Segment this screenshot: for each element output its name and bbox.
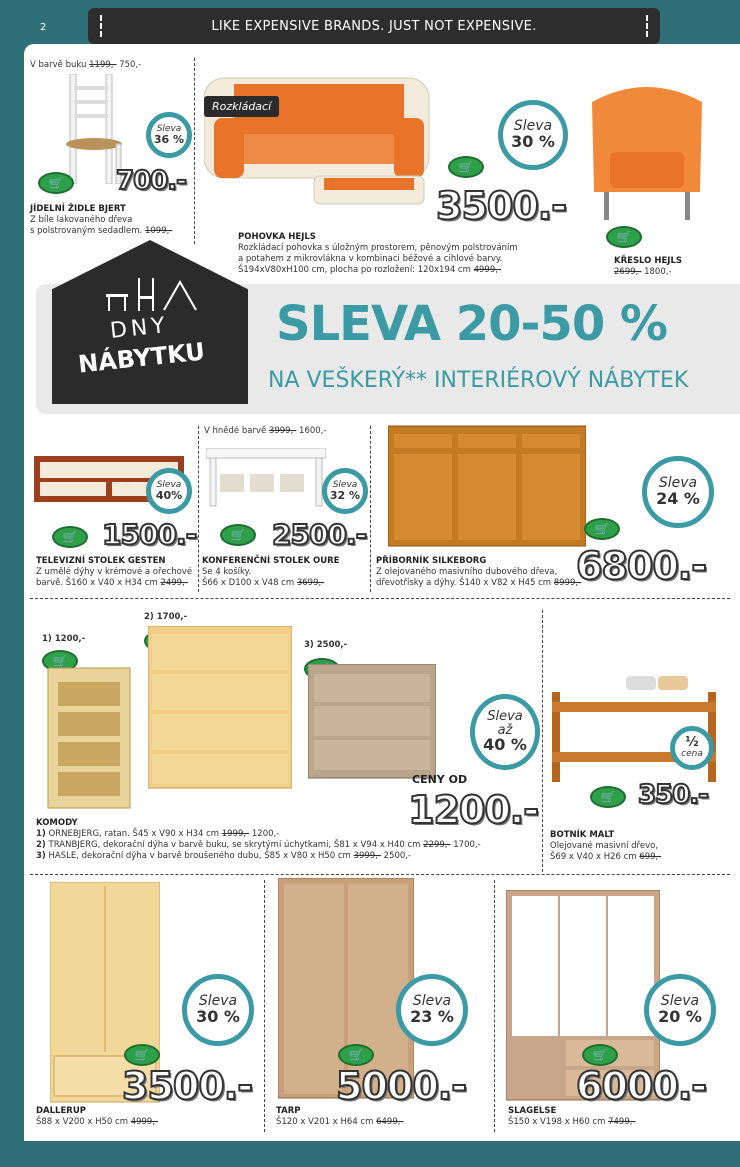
- komody-info: [36, 818, 536, 862]
- chair-name: JÍDELNÍ ŽIDLE BJERT: [30, 204, 126, 214]
- chair-price: 700.-: [116, 166, 186, 196]
- dallerup-price: 3500.-: [122, 1064, 252, 1108]
- armchair-cart-icon[interactable]: 🛒: [606, 226, 642, 248]
- tv-price: 1500.-: [102, 518, 197, 551]
- chair-note: V barvě buku 1199,- 750,-: [30, 60, 142, 70]
- tarp-discount-badge: Sleva 23 %: [396, 974, 468, 1046]
- sideboard-desc2: dřevotřísky a dýhy. Š140 x V82 x H45 cm 8999,-: [376, 578, 582, 588]
- nabytku-label: NÁBYTKU: [76, 337, 207, 379]
- slagelse-cart-icon[interactable]: 🛒: [582, 1044, 618, 1066]
- armchair-info: [614, 256, 734, 278]
- banner-subheadline: NA VEŠKERÝ** INTERIÉROVÝ NÁBYTEK: [268, 368, 689, 393]
- komody-cart-icon-1[interactable]: 🛒: [42, 650, 78, 672]
- dny-label: DNY: [108, 312, 170, 345]
- chair-discount-badge: Sleva 36 %: [146, 112, 192, 158]
- tv-cart-icon[interactable]: 🛒: [52, 526, 88, 548]
- dallerup-cart-icon[interactable]: 🛒: [124, 1044, 160, 1066]
- komody-price: 1200.-: [408, 788, 538, 832]
- sofa-name: POHOVKA HEJLS: [238, 232, 316, 242]
- tv-desc1: Z umělé dýhy v krémové a ořechové: [36, 567, 193, 577]
- komody-name: KOMODY: [36, 818, 78, 828]
- dallerup-info: [36, 1106, 236, 1128]
- shoe-desc1: Olejované masivní dřevo,: [550, 841, 659, 851]
- catalog-page: [24, 44, 740, 1141]
- slagelse-discount-badge: Sleva 20 %: [644, 974, 716, 1046]
- tv-info: [36, 556, 196, 589]
- sideboard-cart-icon[interactable]: 🛒: [584, 518, 620, 540]
- sofa-discount-badge: Sleva 30 %: [498, 100, 568, 170]
- sofa-cart-icon[interactable]: 🛒: [448, 156, 484, 178]
- slagelse-desc1: Š150 x V198 x H60 cm 7499,-: [508, 1117, 636, 1127]
- shoe-info: [550, 830, 730, 863]
- sideboard-discount-badge: Sleva 24 %: [642, 456, 714, 528]
- tarp-info: [276, 1106, 476, 1128]
- sofa-info: [238, 232, 538, 276]
- chair-info: [30, 204, 190, 237]
- armchair-name: KŘESLO HEJLS: [614, 256, 682, 266]
- shoe-half-price-badge: ½ cena: [670, 726, 714, 770]
- slagelse-info: [508, 1106, 728, 1128]
- komody-item-3: 3) HASLE, dekorační dýha v barvě broušeného dubu, Š85 x V80 x H50 cm 3999,- 2500,-: [36, 851, 412, 861]
- komody-label-2: 2) 1700,-: [144, 612, 188, 622]
- komody-label-3: 3) 2500,-: [304, 640, 348, 650]
- armchair-prices: 2699,- 1800,-: [614, 267, 672, 277]
- tarp-price: 5000.-: [336, 1064, 466, 1108]
- coffee-discount-badge: Sleva 32 %: [322, 468, 368, 514]
- tarp-name: TARP: [276, 1106, 301, 1116]
- coffee-table-image: [206, 448, 326, 508]
- coffee-name: KONFERENČNÍ STOLEK OURE: [202, 556, 340, 566]
- tv-desc2: barvě. Š160 x V40 x H34 cm 2499,-: [36, 578, 188, 588]
- tv-name: TELEVIZNÍ STOLEK GESTEN: [36, 556, 166, 566]
- shoe-name: BOTNÍK MALT: [550, 830, 615, 840]
- sofa-tag: Rozkládací: [204, 96, 279, 117]
- dallerup-desc1: Š88 x V200 x H50 cm 4999,-: [36, 1117, 159, 1127]
- slogan-text: LIKE EXPENSIVE BRANDS. JUST NOT EXPENSIVE.: [211, 18, 537, 34]
- slagelse-name: SLAGELSE: [508, 1106, 557, 1116]
- coffee-desc2: Š66 x D100 x V48 cm 3699,-: [202, 578, 325, 588]
- komody-label-1: 1) 1200,-: [42, 634, 86, 644]
- coffee-desc1: Se 4 košíky.: [202, 567, 252, 577]
- chair-image: [64, 74, 124, 184]
- sideboard-info: [376, 556, 586, 589]
- chair-cart-icon[interactable]: 🛒: [38, 172, 74, 194]
- chair-desc2: s polstrovaným sedadlem. 1099,-: [30, 226, 173, 236]
- sideboard-desc1: Z olejovaného masivního dubového dřeva,: [376, 567, 558, 577]
- sofa-desc3: Š194xV80xH100 cm, plocha po rozložení: 120x194 cm 4999,-: [238, 265, 501, 275]
- sideboard-image: [388, 422, 586, 554]
- coffee-cart-icon[interactable]: 🛒: [220, 524, 256, 546]
- shoe-desc2: Š69 x V40 x H26 cm 699,-: [550, 852, 662, 862]
- armchair-image: [582, 82, 712, 222]
- oak-dresser-image: [308, 664, 436, 782]
- sofa-image: [204, 58, 434, 208]
- tarp-cart-icon[interactable]: 🛒: [338, 1044, 374, 1066]
- coffee-info: [202, 556, 372, 589]
- slagelse-price: 6000.-: [576, 1064, 706, 1108]
- tarp-desc1: Š120 x V201 x H64 cm 6499,-: [276, 1117, 404, 1127]
- shoe-price: 350.-: [638, 780, 708, 810]
- shoe-cart-icon[interactable]: 🛒: [590, 786, 626, 808]
- sideboard-price: 6800.-: [576, 544, 706, 588]
- komody-item-1: 1) ORNEBJERG, ratan. Š45 x V90 x H34 cm 1999,- 1200,-: [36, 829, 280, 839]
- sideboard-name: PŘÍBORNÍK SILKEBORG: [376, 556, 487, 566]
- dallerup-name: DALLERUP: [36, 1106, 86, 1116]
- coffee-price: 2500.-: [272, 518, 367, 551]
- sofa-desc2: a potahem z mikrovlákna v kombinaci béžové a cihlové barvy.: [238, 254, 503, 264]
- banner-headline: SLEVA 20-50 %: [276, 296, 668, 352]
- dallerup-discount-badge: Sleva 30 %: [182, 974, 254, 1046]
- page-number: 2: [40, 22, 47, 33]
- komody-item-2: 2) TRANBJERG, dekorační dýha v barvě buku, se skrytými úchytkami, Š81 x V94 x H40 cm 2299,- 1700,-: [36, 840, 481, 850]
- chair-desc1: Z bíle lakovaného dřeva: [30, 215, 133, 225]
- tv-discount-badge: Sleva 40%: [146, 468, 192, 514]
- slogan-bar: [88, 8, 660, 44]
- sofa-price: 3500.-: [436, 184, 566, 228]
- komody-discount-badge: Sleva až 40 %: [470, 694, 540, 770]
- komody-ceny-od: CENY OD: [412, 773, 468, 786]
- beech-dresser-image: [148, 626, 292, 792]
- rattan-dresser-image: [44, 658, 134, 810]
- furniture-pictogram-icon: [100, 274, 200, 314]
- coffee-note: V hnědé barvě 3999,- 1600,-: [204, 426, 327, 436]
- sofa-desc1: Rozkládací pohovka s úložným prostorem, pěnovým polstrováním: [238, 243, 518, 253]
